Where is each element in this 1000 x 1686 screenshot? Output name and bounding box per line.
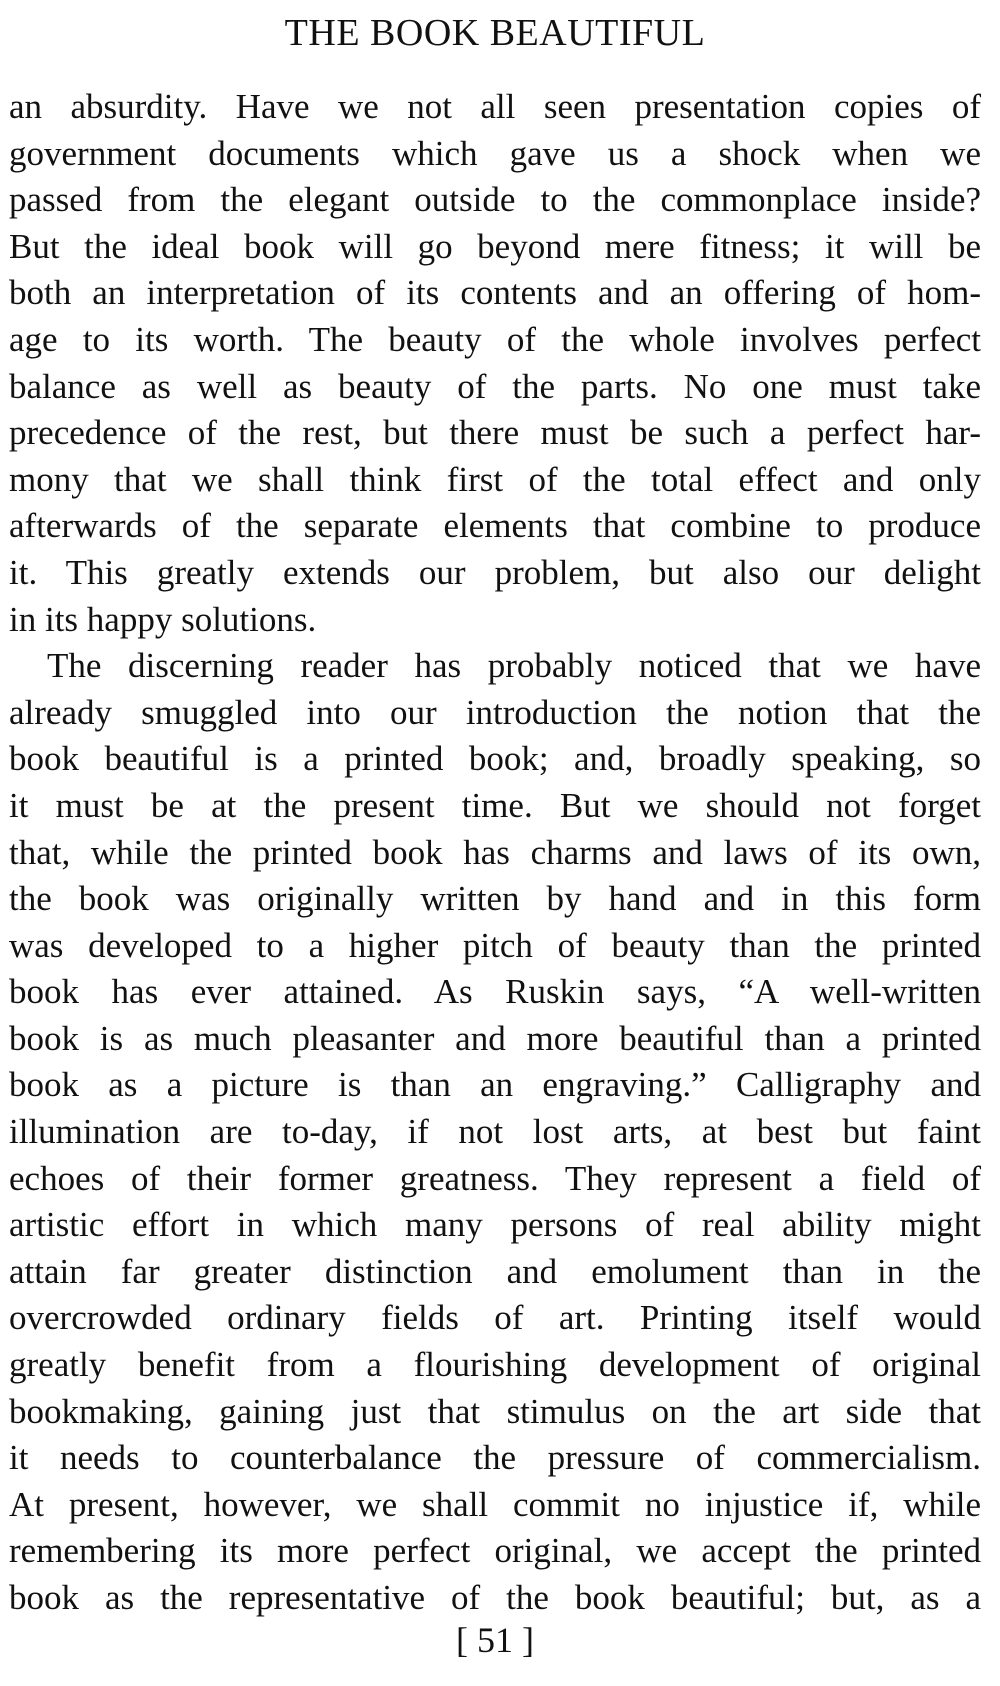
text-line: already smuggled into our introduction the notion that the [9,692,981,732]
text-line: that, while the printed book has charms and laws of its own, [9,832,981,872]
text-line: it must be at the present time. But we should not forget [9,785,981,825]
text-line: artistic effort in which many persons of real ability might [9,1205,981,1245]
text-line: book beautiful is a printed book; and, broadly speaking, so [9,739,981,779]
text-line: both an interpretation of its contents and an offering of hom- [9,273,981,313]
text-line: overcrowded ordinary fields of art. Printing itself would [9,1298,981,1338]
text-line: attain far greater distinction and emolument than in the [9,1251,981,1291]
text-line: balance as well as beauty of the parts. No one must take [9,366,981,406]
text-line: was developed to a higher pitch of beauty than the printed [9,925,981,965]
body-text [9,84,981,1622]
paragraph-start-line: The discerning reader has probably noticed that we have [47,646,981,686]
text-line: remembering its more perfect original, we accept the printed [9,1531,981,1571]
running-head: THE BOOK BEAUTIFUL [284,12,706,54]
text-line: At present, however, we shall commit no injustice if, while [9,1484,981,1524]
text-line: passed from the elegant outside to the commonplace inside? [9,180,981,220]
text-line: age to its worth. The beauty of the whole involves perfect [9,319,981,359]
text-line: book has ever attained. As Ruskin says, “A well-written [9,972,981,1012]
text-line: precedence of the rest, but there must be such a perfect har- [9,413,981,453]
text-line: bookmaking, gaining just that stimulus on the art side that [9,1391,981,1431]
text-line: mony that we shall think first of the total effect and only [9,459,981,499]
text-line: the book was originally written by hand and in this form [9,879,981,919]
text-line: an absurdity. Have we not all seen presentation copies of [9,87,981,126]
text-line: But the ideal book will go beyond mere fitness; it will be [9,226,981,266]
paragraph-end-line: in its happy solutions. [9,599,317,639]
text-line: book is as much pleasanter and more beautiful than a printed [9,1018,981,1058]
text-line: government documents which gave us a shock when we [9,133,981,173]
text-line: illumination are to-day, if not lost arts, at best but faint [9,1112,981,1152]
text-line: book as the representative of the book beautiful; but, as a [9,1578,981,1617]
text-line: it needs to counterbalance the pressure of commercialism. [9,1438,981,1478]
text-line: afterwards of the separate elements that combine to produce [9,506,981,546]
page-number: [ 51 ] [456,1620,534,1660]
text-line: echoes of their former greatness. They represent a field of [9,1158,981,1198]
text-line: book as a picture is than an engraving.” Calligraphy and [9,1065,981,1105]
text-line: it. This greatly extends our problem, but also our delight [9,552,981,592]
text-line: greatly benefit from a flourishing development of original [9,1345,981,1385]
